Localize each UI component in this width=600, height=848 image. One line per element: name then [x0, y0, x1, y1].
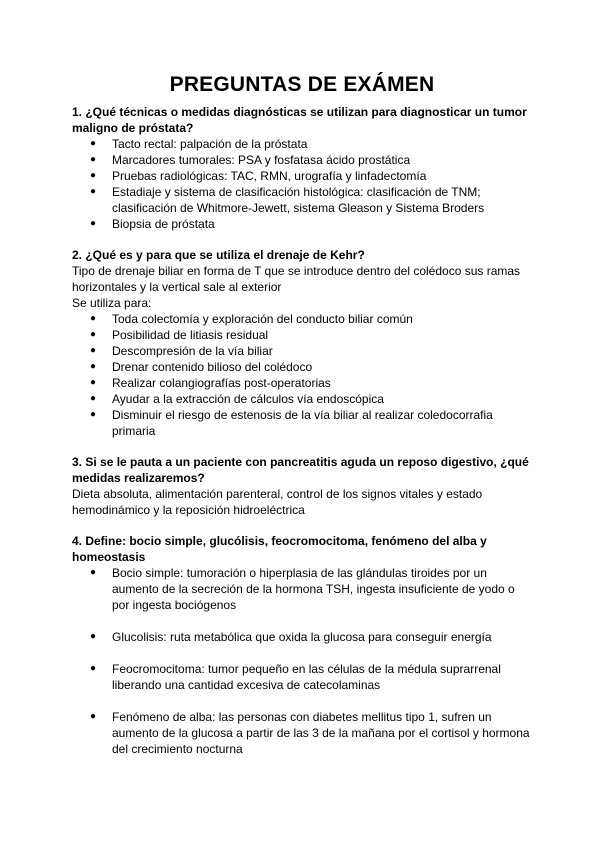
- list-item: ● Estadiaje y sistema de clasificación histológica: clasificación de TNM; clasificación de Whitmore-Jewett, sistema Gleason y Sistema Broders: [90, 185, 485, 215]
- list-item: ● Pruebas radiológicas: TAC, RMN, urografía y linfadectomía: [90, 169, 427, 183]
- answer-list-2: [72, 311, 532, 439]
- bullet-icon: ●: [90, 345, 97, 356]
- bullet-icon: ●: [90, 567, 97, 578]
- document-page: [72, 72, 532, 757]
- list-item: ● Posibilidad de litiasis residual: [90, 328, 269, 342]
- question-1: 1. ¿Qué técnicas o medidas diagnósticas se utilizan para diagnosticar un tumor maligno de próstata?: [72, 105, 527, 135]
- list-item: ● Biopsia de próstata: [90, 217, 215, 231]
- list-item: ● Disminuir el riesgo de estenosis de la vía biliar al realizar coledocorrafia primaria: [90, 408, 493, 438]
- bullet-icon: ●: [90, 409, 97, 420]
- list-spacer: [72, 693, 532, 709]
- bullet-icon: ●: [90, 361, 97, 372]
- list-item: ● Bocio simple: tumoración o hiperplasia de las glándulas tiroides por un aumento de la secreción de la hormona TSH, ingesta insuficiente de yodo o por ingesta bociógenos: [90, 566, 515, 612]
- answer-3: Dieta absoluta, alimentación parenteral, control de los signos vitales y estado hemodinámico y la reposición hidroeléctrica: [72, 487, 483, 517]
- bullet-icon: ●: [90, 313, 97, 324]
- bullet-icon: ●: [90, 154, 97, 165]
- bullet-icon: ●: [90, 186, 97, 197]
- answer-2: Tipo de drenaje biliar en forma de T que se introduce dentro del colédoco sus ramas horizontales y la vertical sale al exterior: [72, 264, 521, 294]
- list-item: ● Realizar colangiografías post-operatorias: [90, 376, 331, 390]
- answer-2-intro: Se utiliza para:: [72, 296, 152, 310]
- answer-list-1: [72, 136, 532, 232]
- bullet-icon: ●: [90, 663, 97, 674]
- bullet-icon: ●: [90, 138, 97, 149]
- list-item: ● Ayudar a la extracción de cálculos vía endoscópica: [90, 392, 384, 406]
- section-4: [72, 533, 532, 757]
- list-item: ● Marcadores tumorales: PSA y fosfatasa ácido prostática: [90, 153, 411, 167]
- list-item: ● Tacto rectal: palpación de la próstata: [90, 137, 308, 151]
- bullet-icon: ●: [90, 393, 97, 404]
- list-item: ● Drenar contenido bilioso del colédoco: [90, 360, 313, 374]
- page-title: PREGUNTAS DE EXÁMEN: [169, 73, 435, 96]
- list-item: ● Glucolisis: ruta metabólica que oxida la glucosa para conseguir energía: [90, 630, 492, 644]
- question-3: 3. Si se le pauta a un paciente con pancreatitis aguda un reposo digestivo, ¿qué medidas realizaremos?: [72, 455, 529, 485]
- section-2: [72, 247, 532, 439]
- list-spacer: [72, 613, 532, 629]
- section-1: [72, 104, 532, 232]
- question-4: 4. Define: bocio simple, glucólisis, feocromocitoma, fenómeno del alba y homeostasis: [72, 534, 487, 564]
- list-spacer: [72, 645, 532, 661]
- list-item: ● Toda colectomía y exploración del conducto biliar común: [90, 312, 413, 326]
- bullet-icon: ●: [90, 218, 97, 229]
- section-3: [72, 454, 532, 518]
- list-item: ● Feocromocitoma: tumor pequeño en las células de la médula suprarrenal liberando una cantidad excesiva de catecolaminas: [90, 662, 501, 692]
- bullet-icon: ●: [90, 631, 97, 642]
- bullet-icon: ●: [90, 711, 97, 722]
- list-item: ● Fenómeno de alba: las personas con diabetes mellitus tipo 1, sufren un aumento de la glucosa a partir de las 3 de la mañana por el cortisol y hormona del crecimiento nocturna: [90, 710, 530, 756]
- bullet-icon: ●: [90, 170, 97, 181]
- answer-list-4: [72, 565, 532, 757]
- question-2: 2. ¿Qué es y para que se utiliza el drenaje de Kehr?: [72, 248, 365, 262]
- bullet-icon: ●: [90, 329, 97, 340]
- bullet-icon: ●: [90, 377, 97, 388]
- list-item: ● Descompresión de la vía biliar: [90, 344, 273, 358]
